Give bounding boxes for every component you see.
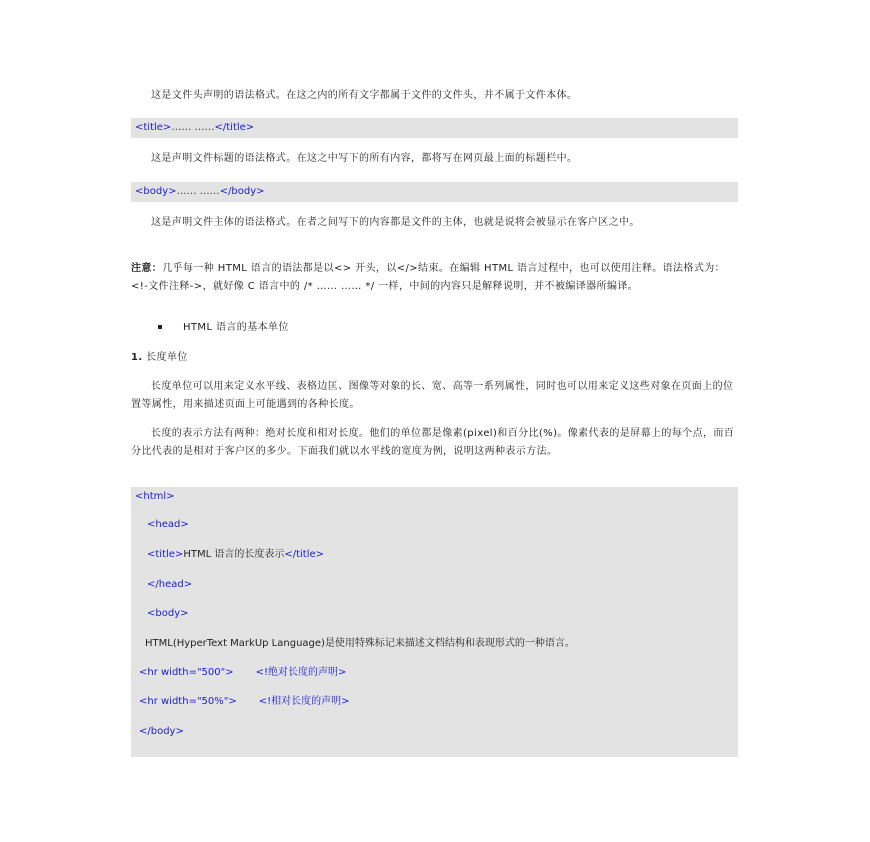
title-code-line [135, 121, 254, 135]
body-open-tag: <body> [135, 186, 177, 197]
note-paragraph [131, 260, 738, 296]
code-hr1-tag: <hr width="500"> [139, 667, 234, 678]
code-title-text: HTML 语言的长度表示 [183, 549, 285, 560]
code-hr2-line [139, 695, 350, 709]
length-paragraph-2: 长度的表示方法有两种：绝对长度和相对长度。他们的单位都是像素(pixel)和百分比(%)。像素代表的是屏幕上的每个点，而百分比代表的是相对于客户区的多少。下面我们就以水平线的宽度为例，说明这两种表示方法。 [131, 428, 735, 457]
body-code-dots: …… …… [176, 186, 220, 197]
section-title: 长度单位 [146, 352, 188, 363]
code-title-open: <title> [147, 549, 184, 560]
section-heading [131, 349, 738, 367]
title-description-paragraph: 这是声明文件标题的语法格式。在这之中写下的所有内容，都将写在网页最上面的标题栏中。 [151, 153, 578, 164]
code-html-open: <html> [135, 491, 175, 502]
body-close-tag: </body> [219, 186, 265, 197]
code-hr2-tag: <hr width="50%"> [139, 696, 237, 707]
intro-paragraph: 这是文件头声明的语法格式。在这之内的所有文字都属于文件的文件头，并不属于文件本体。 [151, 90, 578, 101]
code-hr2-comment: <!相对长度的声明> [258, 696, 350, 707]
body-code-bar [131, 182, 738, 202]
bullet-icon [158, 325, 162, 329]
body-code-line [135, 185, 265, 199]
code-hr1-line [139, 666, 346, 680]
body-description-paragraph: 这是声明文件主体的语法格式。在者之间写下的内容都是文件的主体，也就是说将会被显示在客户区之中。 [151, 217, 640, 228]
title-open-tag: <title> [135, 122, 172, 133]
code-title-line [147, 548, 324, 562]
code-head-open: <head> [147, 519, 189, 530]
bullet-item-text: HTML 语言的基本单位 [183, 322, 289, 333]
code-head-close: </head> [147, 579, 193, 590]
section-number: 1. [131, 352, 143, 363]
code-title-close: </title> [284, 549, 325, 560]
length-paragraph-1: 长度单位可以用来定义水平线、表格边匡、图像等对象的长、宽、高等一系列属性，同时也可以用来定义这些对象在页面上的位置等属性，用来描述页面上可能遇到的各种长度。 [131, 381, 734, 410]
title-code-dots: …… …… [171, 122, 215, 133]
note-text: 几乎每一种 HTML 语言的语法都是以<> 开头，以</>结束。在编辑 HTML 语言过程中，也可以使用注释。语法格式为：<!-文件注释->，就好像 C 语言中的 /* …… …… */ 一样，中间的内容只是解释说明，并不被编译器所编译。 [131, 263, 726, 292]
code-body-open: <body> [147, 608, 189, 619]
title-close-tag: </title> [214, 122, 255, 133]
code-body-close: </body> [139, 726, 184, 737]
title-code-bar [131, 118, 738, 138]
code-hr1-comment: <!绝对长度的声明> [255, 667, 347, 678]
code-content-text: HTML(HyperText MarkUp Language)是使用特殊标记来描述文档结构和表现形式的一种语言。 [145, 638, 575, 649]
note-label: 注意： [131, 263, 163, 274]
html-code-block [131, 487, 738, 757]
